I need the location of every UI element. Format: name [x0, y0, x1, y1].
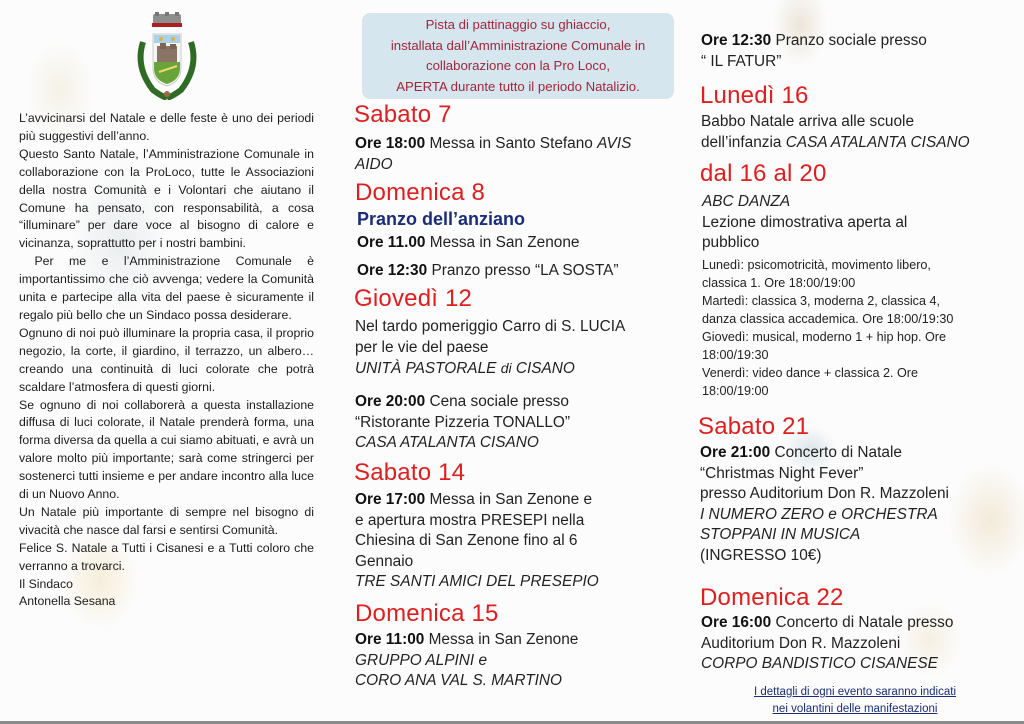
- schedule-line: danza classica accademica. Ore 18:00/19:30: [702, 312, 954, 326]
- day-heading-sabato-7: Sabato 7: [354, 101, 452, 128]
- event-time: Ore 11.00: [357, 234, 426, 251]
- schedule-line: Martedì: classica 3, moderna 2, classica 4,: [702, 294, 940, 308]
- mayor-letter: [19, 110, 318, 611]
- day-heading-domenica-8: Domenica 8: [355, 179, 486, 206]
- schedule-line: Giovedì: musical, moderno 1 + hip hop. Ore: [702, 330, 946, 344]
- event-text: Chiesina di San Zenone fino al 6: [355, 532, 578, 549]
- event-time: Ore 21:00: [700, 444, 771, 461]
- event-text: Lezione dimostrativa aperta al: [702, 213, 908, 231]
- event-organizer: AVIS: [597, 135, 632, 152]
- event-time: Ore 16:00: [701, 614, 772, 631]
- dance-schedule: [702, 256, 1022, 400]
- event-domenica-8-mass: [357, 233, 579, 254]
- letter-paragraph: Per me e l’Amministrazione Comunale è importantissimo che ciò avvenga; vedere la Comunità unita e partecipe alla vita del paese è sicuramente il regalo più bello che un Sindaco possa desiderare.: [19, 254, 318, 322]
- letter-paragraph: L’avvicinarsi del Natale e delle feste è uno dei periodi più suggestivi dell’anno.: [19, 111, 314, 143]
- event-time: Ore 18:00: [355, 135, 426, 152]
- day-heading-giovedi-12: Giovedì 12: [354, 285, 473, 312]
- event-domenica-8-lunch: [357, 261, 619, 282]
- schedule-line: 18:00/19:30: [702, 348, 769, 362]
- event-title-pranzo-anziano: Pranzo dell’anziano: [357, 209, 526, 229]
- municipal-coat-of-arms-icon: [133, 12, 201, 100]
- event-sabato-7: [355, 134, 685, 175]
- event-text: “ IL FATUR”: [701, 52, 782, 70]
- event-text: Messa in San Zenone e: [425, 491, 593, 508]
- event-time: Ore 12:30: [357, 262, 428, 279]
- day-heading-sabato-21: Sabato 21: [698, 413, 810, 440]
- footnote-line: nei volantini delle manifestazioni: [772, 702, 938, 715]
- event-giovedi-12-carro: [355, 317, 685, 380]
- event-text: Concerto di Natale presso: [771, 614, 954, 631]
- event-text: Cena sociale presso: [425, 393, 569, 410]
- event-domenica-15-lunch: [701, 31, 1021, 72]
- day-heading-sabato-14: Sabato 14: [354, 459, 466, 486]
- event-domenica-15-mass: [355, 630, 685, 692]
- event-organizer: I NUMERO ZERO e ORCHESTRA: [700, 505, 938, 523]
- footnote-line: I dettagli di ogni evento saranno indicati: [753, 686, 957, 698]
- event-text: (INGRESSO 10€): [700, 546, 822, 564]
- event-organizer: TRE SANTI AMICI DEL PRESEPIO: [355, 573, 599, 590]
- signature-name: Antonella Sesana: [19, 594, 116, 609]
- notice-line: Pista di pattinaggio su ghiaccio,: [425, 17, 611, 32]
- ice-rink-notice: [362, 13, 674, 99]
- event-text: Pranzo presso “LA SOSTA”: [427, 262, 619, 279]
- event-time: Ore 20:00: [355, 393, 426, 410]
- letter-paragraph: Questo Santo Natale, l’Amministrazione Comunale in collaborazione con la ProLoco, tutte le Associazioni della nostra Comunità e i Volontari che aiutano il Comune ha pensato, con responsabilità, a cosa “illuminare” per dare voce al bisogno di calore e vicinanza, soprattutto per i nostri bambini.: [19, 146, 314, 251]
- notice-line: APERTA durante tutto il periodo Natalizio.: [396, 78, 640, 94]
- signature-role: Il Sindaco: [19, 576, 74, 591]
- event-text: “Christmas Night Fever”: [700, 464, 864, 482]
- event-sabato-21: [700, 443, 1020, 566]
- event-text: presso Auditorium Don R. Mazzoleni: [700, 485, 949, 502]
- schedule-line: 18:00/19:00: [702, 384, 769, 398]
- event-text: Messa in Santo Stefano: [425, 135, 598, 152]
- event-text: e apertura mostra PRESEPI nella: [355, 511, 585, 529]
- event-text: pubblico: [702, 234, 760, 251]
- details-footnote: [720, 684, 990, 717]
- event-text: Auditorium Don R. Mazzoleni: [701, 634, 901, 652]
- event-text: “Ristorante Pizzeria TONALLO”: [355, 413, 570, 431]
- event-organizer: CISANO: [511, 360, 575, 377]
- event-text: per le vie del paese: [355, 338, 489, 356]
- event-organizer: AIDO: [355, 155, 393, 173]
- event-text: Messa in San Zenone: [424, 631, 579, 648]
- event-sabato-14: [355, 490, 685, 593]
- schedule-line: Venerdì: video dance + classica 2. Ore: [702, 366, 918, 380]
- event-text: Concerto di Natale: [770, 444, 902, 461]
- day-heading-domenica-15: Domenica 15: [355, 600, 499, 627]
- letter-paragraph: Un Natale più importante di sempre nel bisogno di vivacità che nasce dal farsi e sentirsi Comunità.: [19, 504, 314, 537]
- notice-line: installata dall’Amministrazione Comunale in: [390, 37, 646, 53]
- schedule-line: classica 1. Ore 18:00/19:00: [702, 276, 856, 290]
- event-organizer: STOPPANI IN MUSICA: [700, 526, 861, 543]
- event-text: Pranzo sociale presso: [771, 32, 927, 49]
- event-organizer: CASA ATALANTA CISANO: [355, 434, 539, 451]
- event-organizer: GRUPPO ALPINI e: [355, 651, 487, 669]
- event-organizer: CORO ANA VAL S. MARTINO: [355, 672, 562, 689]
- event-domenica-22: [701, 613, 1021, 675]
- event-organizer: UNITÀ PASTORALE: [355, 360, 501, 377]
- event-organizer: CORPO BANDISTICO CISANESE: [701, 655, 938, 672]
- letter-paragraph: Se ognuno di noi collaborerà a questa installazione diffusa di luci colorate, il Natale prenderà forma, una forma diversa da quella a cui siamo abituati, e avrà un valore molto più importante; sarà come stringerci per sostenerci tutti insieme e per andare incontro alla luce di un Nuovo Anno.: [19, 397, 314, 502]
- event-text: Gennaio: [355, 552, 414, 570]
- event-organizer: CASA ATALANTA CISANO: [785, 133, 970, 151]
- event-text: Babbo Natale arriva alle scuole: [701, 113, 915, 130]
- notice-line: collaborazione con la Pro Loco,: [425, 58, 610, 73]
- letter-paragraph: Felice S. Natale a Tutti i Cisanesi e a Tutti coloro che verranno a trovarci.: [19, 540, 314, 573]
- schedule-line: Lunedì: psicomotricità, movimento libero,: [702, 258, 931, 272]
- event-time: Ore 17:00: [355, 491, 426, 508]
- day-heading-dal-16-al-20: dal 16 al 20: [700, 160, 827, 187]
- day-heading-domenica-22: Domenica 22: [700, 584, 844, 611]
- event-abc-danza: [702, 192, 1022, 254]
- letter-paragraph: Ognuno di noi può illuminare la propria casa, il proprio negozio, la corte, il giardino, il terrazzo, un albero… creando una continuità di luci colorate che potrà scaldare l’atmosfera di questi giorni.: [19, 325, 314, 394]
- event-organizer: ABC DANZA: [702, 193, 791, 210]
- event-text: dell’infanzia: [701, 133, 786, 151]
- day-heading-lunedi-16: Lunedì 16: [700, 82, 809, 109]
- event-organizer: di: [500, 360, 512, 376]
- event-time: Ore 12:30: [701, 32, 772, 49]
- event-text: Nel tardo pomeriggio Carro di S. LUCIA: [355, 318, 626, 335]
- event-text: Messa in San Zenone: [425, 234, 580, 251]
- event-lunedi-16: [701, 112, 1021, 153]
- event-giovedi-12-cena: [355, 392, 685, 454]
- event-time: Ore 11:00: [355, 631, 425, 648]
